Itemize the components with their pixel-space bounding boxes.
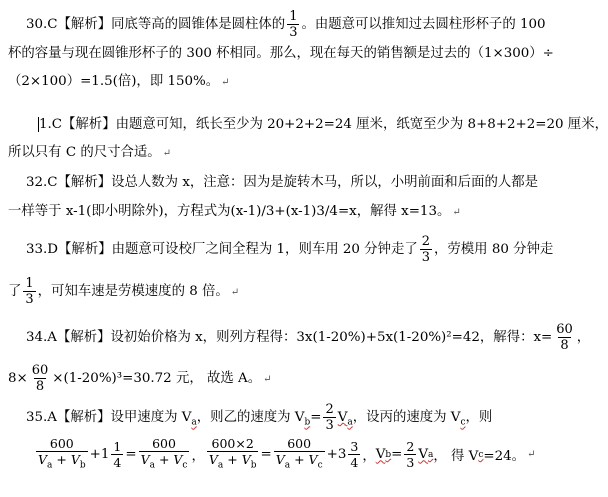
- mixed-number: +1 $\frac{1}{4}$: [89, 439, 122, 471]
- q35-text-d: ，则: [465, 410, 493, 425]
- q30-line-1: [26, 9, 546, 40]
- q35-text-b: ，则乙的速度为 V: [196, 410, 305, 425]
- equation-term: $\frac{600}{V_a + V_c}$: [139, 436, 190, 474]
- paragraph-mark: ↵: [527, 449, 536, 461]
- q31-line-1: [39, 117, 608, 133]
- fraction-two-thirds: $\frac{2}{3}$: [325, 402, 334, 433]
- q34-text-c: 8×: [8, 371, 28, 386]
- q32-text-b: 一样等于 x-1(即小明除外)，方程式为(x-1)/3+(x-1)3/4=x，解得 x=13。: [8, 204, 451, 219]
- q34-text-a: 34.A【解析】设初始价格为 x，则列方程得：3x(1-20%)+5x(1-20%)²=42，解得：x=: [26, 330, 553, 345]
- q33-text-c: 了: [8, 284, 22, 299]
- q33-text-b: ，劳模用 80 分钟走: [434, 242, 554, 257]
- fraction-one-third: $\frac{1}{3}$: [289, 9, 298, 40]
- q35-text-c: ，设丙的速度为 V: [352, 410, 461, 425]
- q32-line-2: [8, 204, 461, 221]
- paragraph-mark: ↵: [452, 207, 461, 218]
- q30-text-c: 杯的容量与现在圆锥形杯子的 300 杯相同。那么，现在每天的销售额是过去的（1×300）÷: [8, 46, 554, 61]
- fraction-60-8: $\frac{60}{8}$: [556, 322, 573, 353]
- q35-line-1: 35.A【解析】设甲速度为 $V_a$，则乙的速度为 $V_b=$ $\frac{2}{3}$ $V_a$，设丙的速度为 $V_c$，则: [26, 402, 493, 433]
- q30-text-b: 。由题意可以推知过去圆柱形杯子的 100: [301, 17, 546, 32]
- fraction-60-8: $\frac{60}{8}$: [31, 363, 49, 394]
- q35-text-a: 35.A【解析】设甲速度为 V: [26, 410, 192, 425]
- q32-text-a: 32.C【解析】设总人数为 x，注意：因为是旋转木马，所以，小明前面和后面的人都是: [26, 175, 539, 190]
- q34-text-d: ×(1-20%)³=30.72 元， 故选 A。: [52, 371, 262, 386]
- q30-text-a: 30.C【解析】同底等高的圆锥体是圆柱体的: [26, 17, 286, 32]
- q31-line-2: [8, 145, 171, 162]
- q31-text-a: 1.C【解析】由题意可知，纸长至少为 20+2+2=24 厘米，纸宽至少为 8+8+2+2=20 厘米，: [39, 117, 608, 132]
- paragraph-mark: ↵: [221, 77, 230, 88]
- paragraph-mark: ↵: [263, 374, 272, 385]
- q33-text-d: ，可知车速是劳模速度的 8 倍。: [37, 284, 229, 299]
- q33-text-a: 33.D【解析】由题意可设校厂之间全程为 1，则车用 20 分钟走了: [26, 242, 418, 257]
- q33-line-2: [8, 276, 239, 307]
- q30-line-2: [8, 46, 554, 62]
- q31-text-b: 所以只有 C 的尺寸合适。: [8, 145, 161, 160]
- q34-line-1: [26, 322, 590, 353]
- paragraph-mark: ↵: [162, 148, 172, 159]
- equation-term: $\frac{600}{V_a + V_c}$: [274, 436, 325, 474]
- fraction-one-third: $\frac{1}{3}$: [25, 276, 34, 307]
- equation-term: $\frac{600}{V_a + V_b}$: [36, 436, 88, 474]
- q35-equation-line: $\frac{600}{V_a + V_b}$ +1 $\frac{1}{4}$ = $\frac{600}{V_a + V_c}$ ， $\frac{600\times 2}{V_a + V_b}$ = $\frac{600}{V_a + V_c}$ +3 $\frac{3}{4}$ ， V b = $\frac{2}{3}$ V a ， 得 V c =24。 ↵: [34, 436, 535, 474]
- q30-text-d: （2×100）=1.5(倍)，即 150%。: [8, 74, 220, 89]
- q34-text-b: ，: [576, 330, 591, 345]
- paragraph-mark: ↵: [230, 287, 240, 298]
- q30-line-3: [8, 74, 230, 91]
- q33-line-1: [26, 234, 553, 265]
- q32-line-1: [26, 175, 538, 191]
- equation-term: $\frac{600\times 2}{V_a + V_b}$: [207, 436, 259, 474]
- mixed-number: +3 $\frac{3}{4}$: [326, 439, 359, 471]
- q34-line-2: [8, 363, 271, 394]
- fraction-two-thirds: $\frac{2}{3}$: [421, 234, 431, 265]
